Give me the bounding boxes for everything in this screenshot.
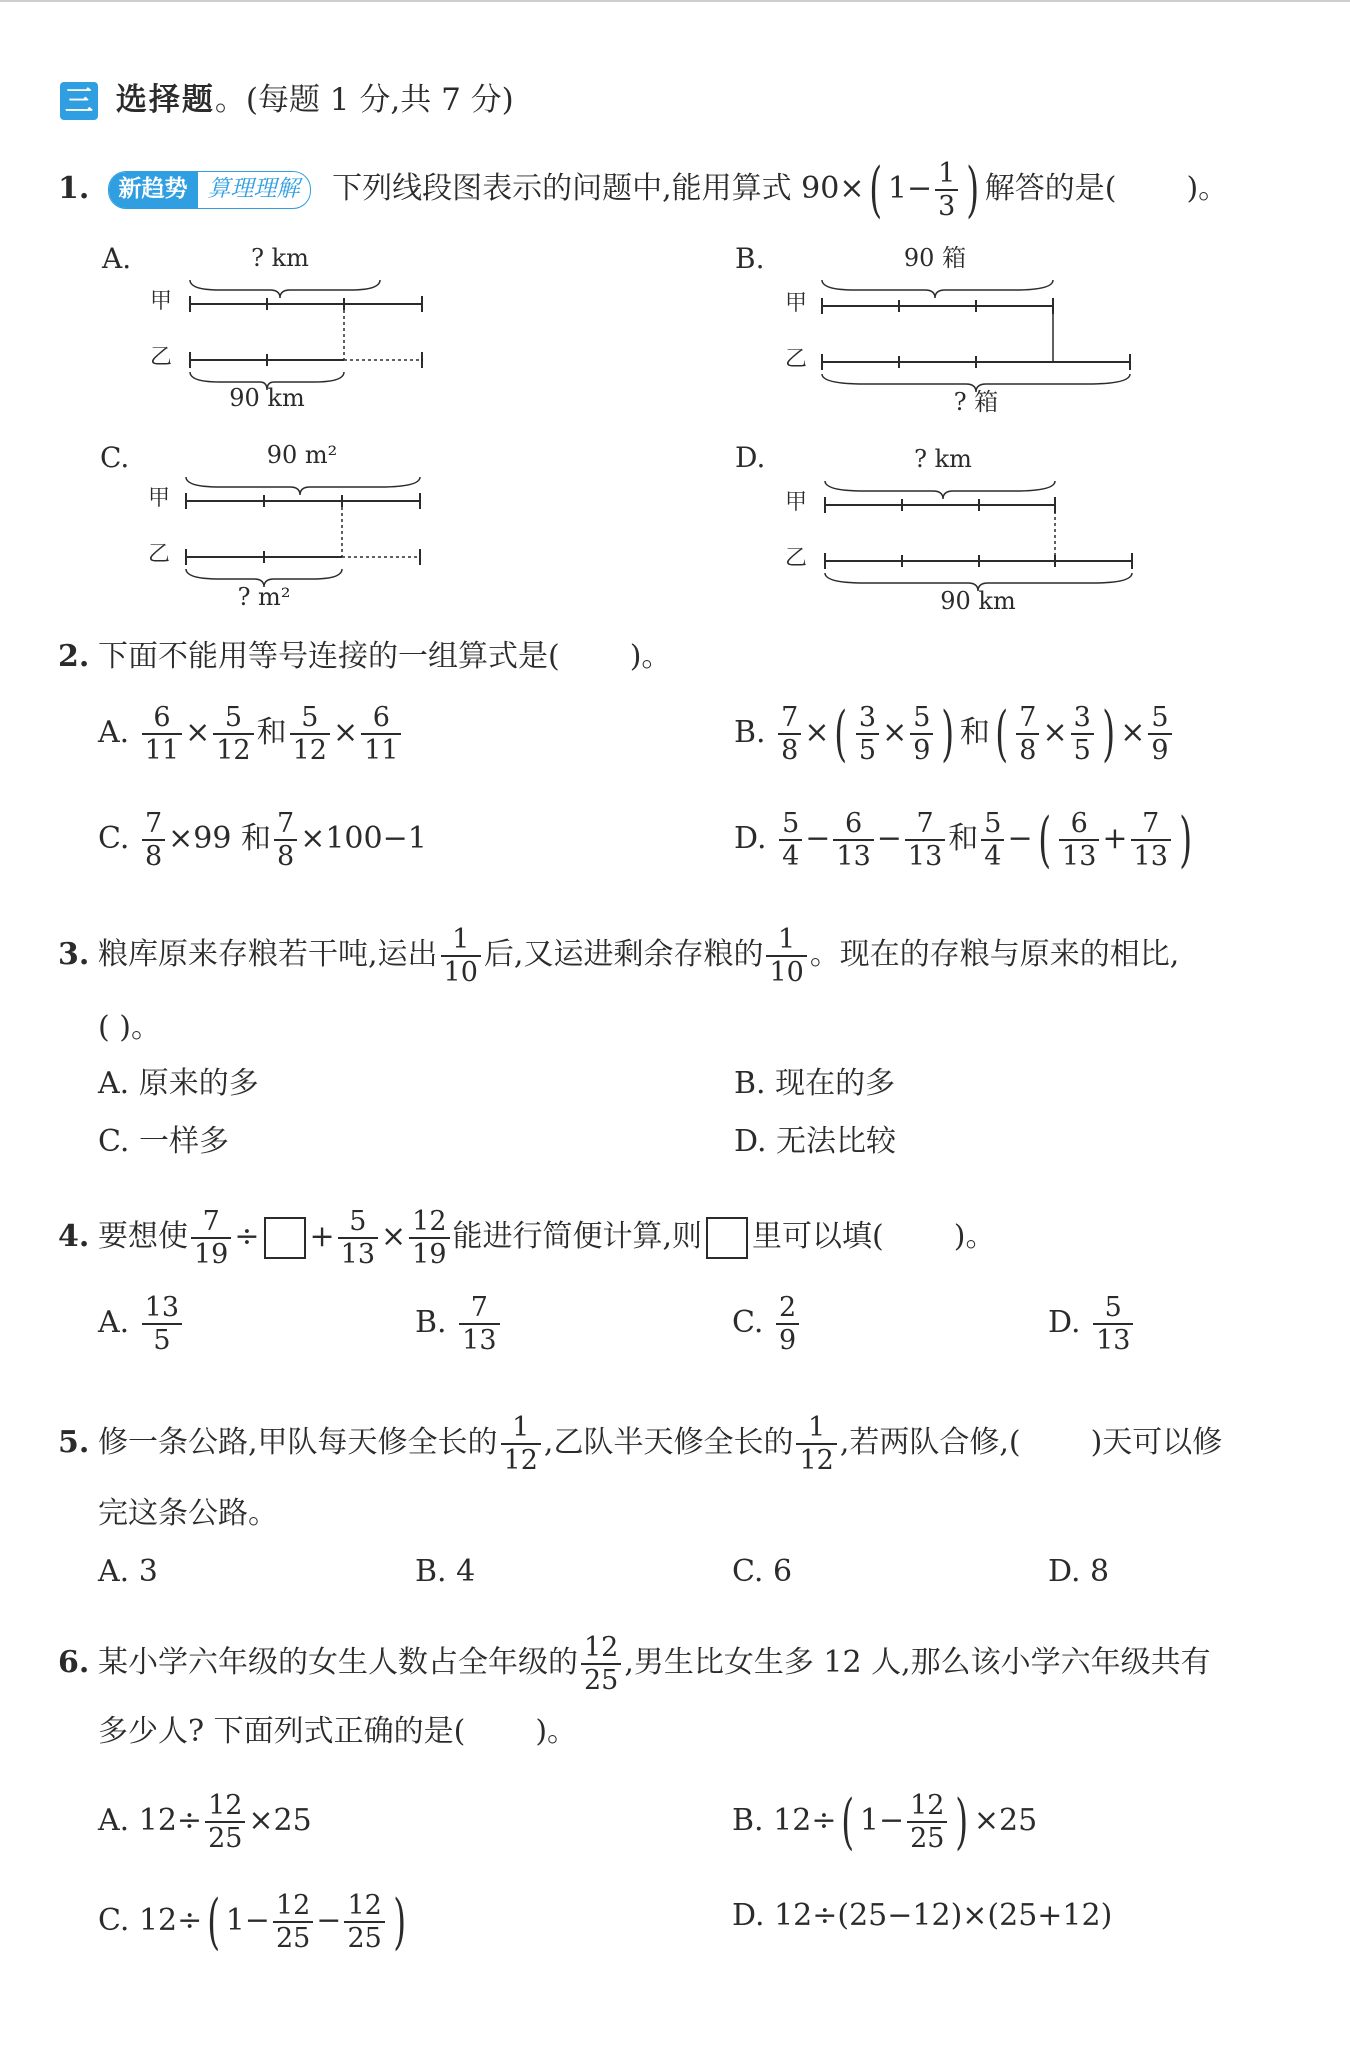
- q2-option-d[interactable]: D. $\frac{5}{4}$ − $\frac{6}{13}$ − $\frac{7}{13}$ 和 $\frac{5}{4}$ −( $\frac{6}{13}$ + $\frac{7}{13}$ ): [734, 805, 1193, 875]
- svg-text:甲: 甲: [785, 291, 808, 316]
- q3-option-b[interactable]: B. 现在的多: [734, 1066, 896, 1101]
- svg-text:? 箱: ? 箱: [953, 388, 999, 416]
- q3-option-a[interactable]: A. 原来的多: [98, 1066, 259, 1101]
- answer-blank[interactable]: ( )。: [98, 1010, 161, 1045]
- svg-text:? m²: ? m²: [237, 583, 291, 611]
- q5-option-d[interactable]: D. 8: [1048, 1554, 1110, 1589]
- empty-box: [706, 1217, 748, 1259]
- svg-text:乙: 乙: [148, 542, 171, 567]
- question-text: 下面不能用等号连接的一组算式是(: [98, 639, 560, 674]
- diagram-c: [90, 437, 450, 617]
- question-5: 5. 修一条公路,甲队每天修全长的 $\frac{1}{12}$ ,乙队半天修全长的 $\frac{1}{12}$ ,若两队合修,( )天可以修: [58, 1412, 1223, 1476]
- svg-text:90 km: 90 km: [940, 587, 1016, 615]
- diagram-d: [725, 437, 1145, 617]
- svg-text:D.: D.: [735, 441, 766, 474]
- q4-option-c[interactable]: C. $\frac{2}{9}$: [732, 1292, 802, 1356]
- q5-option-b[interactable]: B. 4: [415, 1554, 476, 1589]
- question-5-line2: 完这条公路。: [98, 1496, 278, 1531]
- svg-text:B.: B.: [735, 242, 765, 275]
- question-number: 1.: [58, 171, 90, 206]
- question-text: 下列线段图表示的问题中,能用算式 90×: [332, 171, 865, 206]
- q3-option-c[interactable]: C. 一样多: [98, 1124, 229, 1159]
- diagram-a: [90, 238, 450, 418]
- q6-option-b[interactable]: B. 12÷( 1− $\frac{12}{25}$ ) ×25: [732, 1787, 1038, 1857]
- svg-text:乙: 乙: [785, 546, 808, 571]
- section-number-badge: 三: [60, 82, 98, 120]
- question-number: 3.: [58, 937, 90, 972]
- question-1: 1. 新趋势 算理理解 下列线段图表示的问题中,能用算式 90×( 1− $\frac{1}{3}$ ) 解答的是( )。: [58, 155, 1229, 225]
- q6-option-d[interactable]: D. 12÷(25−12)×(25+12): [732, 1898, 1113, 1933]
- expression: 1−: [887, 171, 933, 206]
- question-6-line2: 多少人? 下面列式正确的是( )。: [98, 1714, 578, 1749]
- svg-text:乙: 乙: [785, 347, 808, 372]
- q4-option-d[interactable]: D. $\frac{5}{13}$: [1048, 1292, 1136, 1356]
- svg-text:90 km: 90 km: [229, 384, 305, 412]
- q2-option-b[interactable]: B. $\frac{7}{8}$ ×( $\frac{3}{5}$ × $\frac{5}{9}$ ) 和( $\frac{7}{8}$ × $\frac{3}{5}$ ) × $\frac{5}{9}$: [734, 702, 1175, 766]
- top-border: [0, 0, 1350, 2]
- svg-text:A.: A.: [102, 242, 132, 275]
- q6-option-a[interactable]: A. 12÷ $\frac{12}{25}$ ×25: [98, 1790, 312, 1854]
- question-number: 2.: [58, 639, 90, 674]
- section-header: [60, 74, 514, 120]
- question-2: 2. 下面不能用等号连接的一组算式是( )。: [58, 637, 671, 677]
- question-number: 4.: [58, 1219, 90, 1254]
- q4-option-b[interactable]: B. $\frac{7}{13}$: [415, 1292, 503, 1356]
- svg-text:甲: 甲: [148, 486, 171, 511]
- q5-option-a[interactable]: A. 3: [98, 1554, 158, 1589]
- question-4: 4. 要想使 $\frac{7}{19}$ ÷ + $\frac{5}{13}$ × $\frac{12}{19}$ 能进行简便计算,则 里可以填( )。: [58, 1206, 996, 1270]
- q2-option-c[interactable]: C. $\frac{7}{8}$ ×99 和 $\frac{7}{8}$ ×100−1: [98, 808, 427, 872]
- question-number: 6.: [58, 1645, 90, 1680]
- q6-option-c[interactable]: C. 12÷( 1− $\frac{12}{25}$ − $\frac{12}{25}$ ): [98, 1887, 406, 1957]
- svg-text:? km: ? km: [251, 244, 309, 272]
- svg-text:90 箱: 90 箱: [903, 244, 967, 272]
- svg-text:甲: 甲: [150, 289, 173, 314]
- svg-text:C.: C.: [100, 441, 130, 474]
- trend-tag: 新趋势 算理理解: [108, 171, 311, 209]
- question-3: 3. 粮库原来存粮若干吨,运出 $\frac{1}{10}$ 后,又运进剩余存粮的 $\frac{1}{10}$ 。现在的存粮与原来的相比,: [58, 924, 1180, 988]
- question-number: 5.: [58, 1425, 90, 1460]
- diagram-b: [725, 238, 1145, 418]
- section-title: 选择题: [115, 82, 215, 118]
- empty-box: [264, 1217, 306, 1259]
- svg-text:? km: ? km: [914, 445, 972, 473]
- section-note: 。(每题 1 分,共 7 分): [214, 82, 514, 118]
- question-6: 6. 某小学六年级的女生人数占全年级的 $\frac{12}{25}$ ,男生比女生多 12 人,那么该小学六年级共有: [58, 1632, 1211, 1696]
- q2-option-a[interactable]: A. $\frac{6}{11}$ × $\frac{5}{12}$ 和 $\frac{5}{12}$ × $\frac{6}{11}$: [98, 702, 404, 766]
- svg-text:乙: 乙: [150, 345, 173, 370]
- q5-option-c[interactable]: C. 6: [732, 1554, 793, 1589]
- q3-option-d[interactable]: D. 无法比较: [734, 1124, 897, 1159]
- q4-option-a[interactable]: A. $\frac{13}{5}$: [98, 1292, 185, 1356]
- svg-text:90 m²: 90 m²: [266, 441, 338, 469]
- svg-text:甲: 甲: [785, 490, 808, 515]
- fraction: $\frac{1}{3}$: [935, 158, 958, 222]
